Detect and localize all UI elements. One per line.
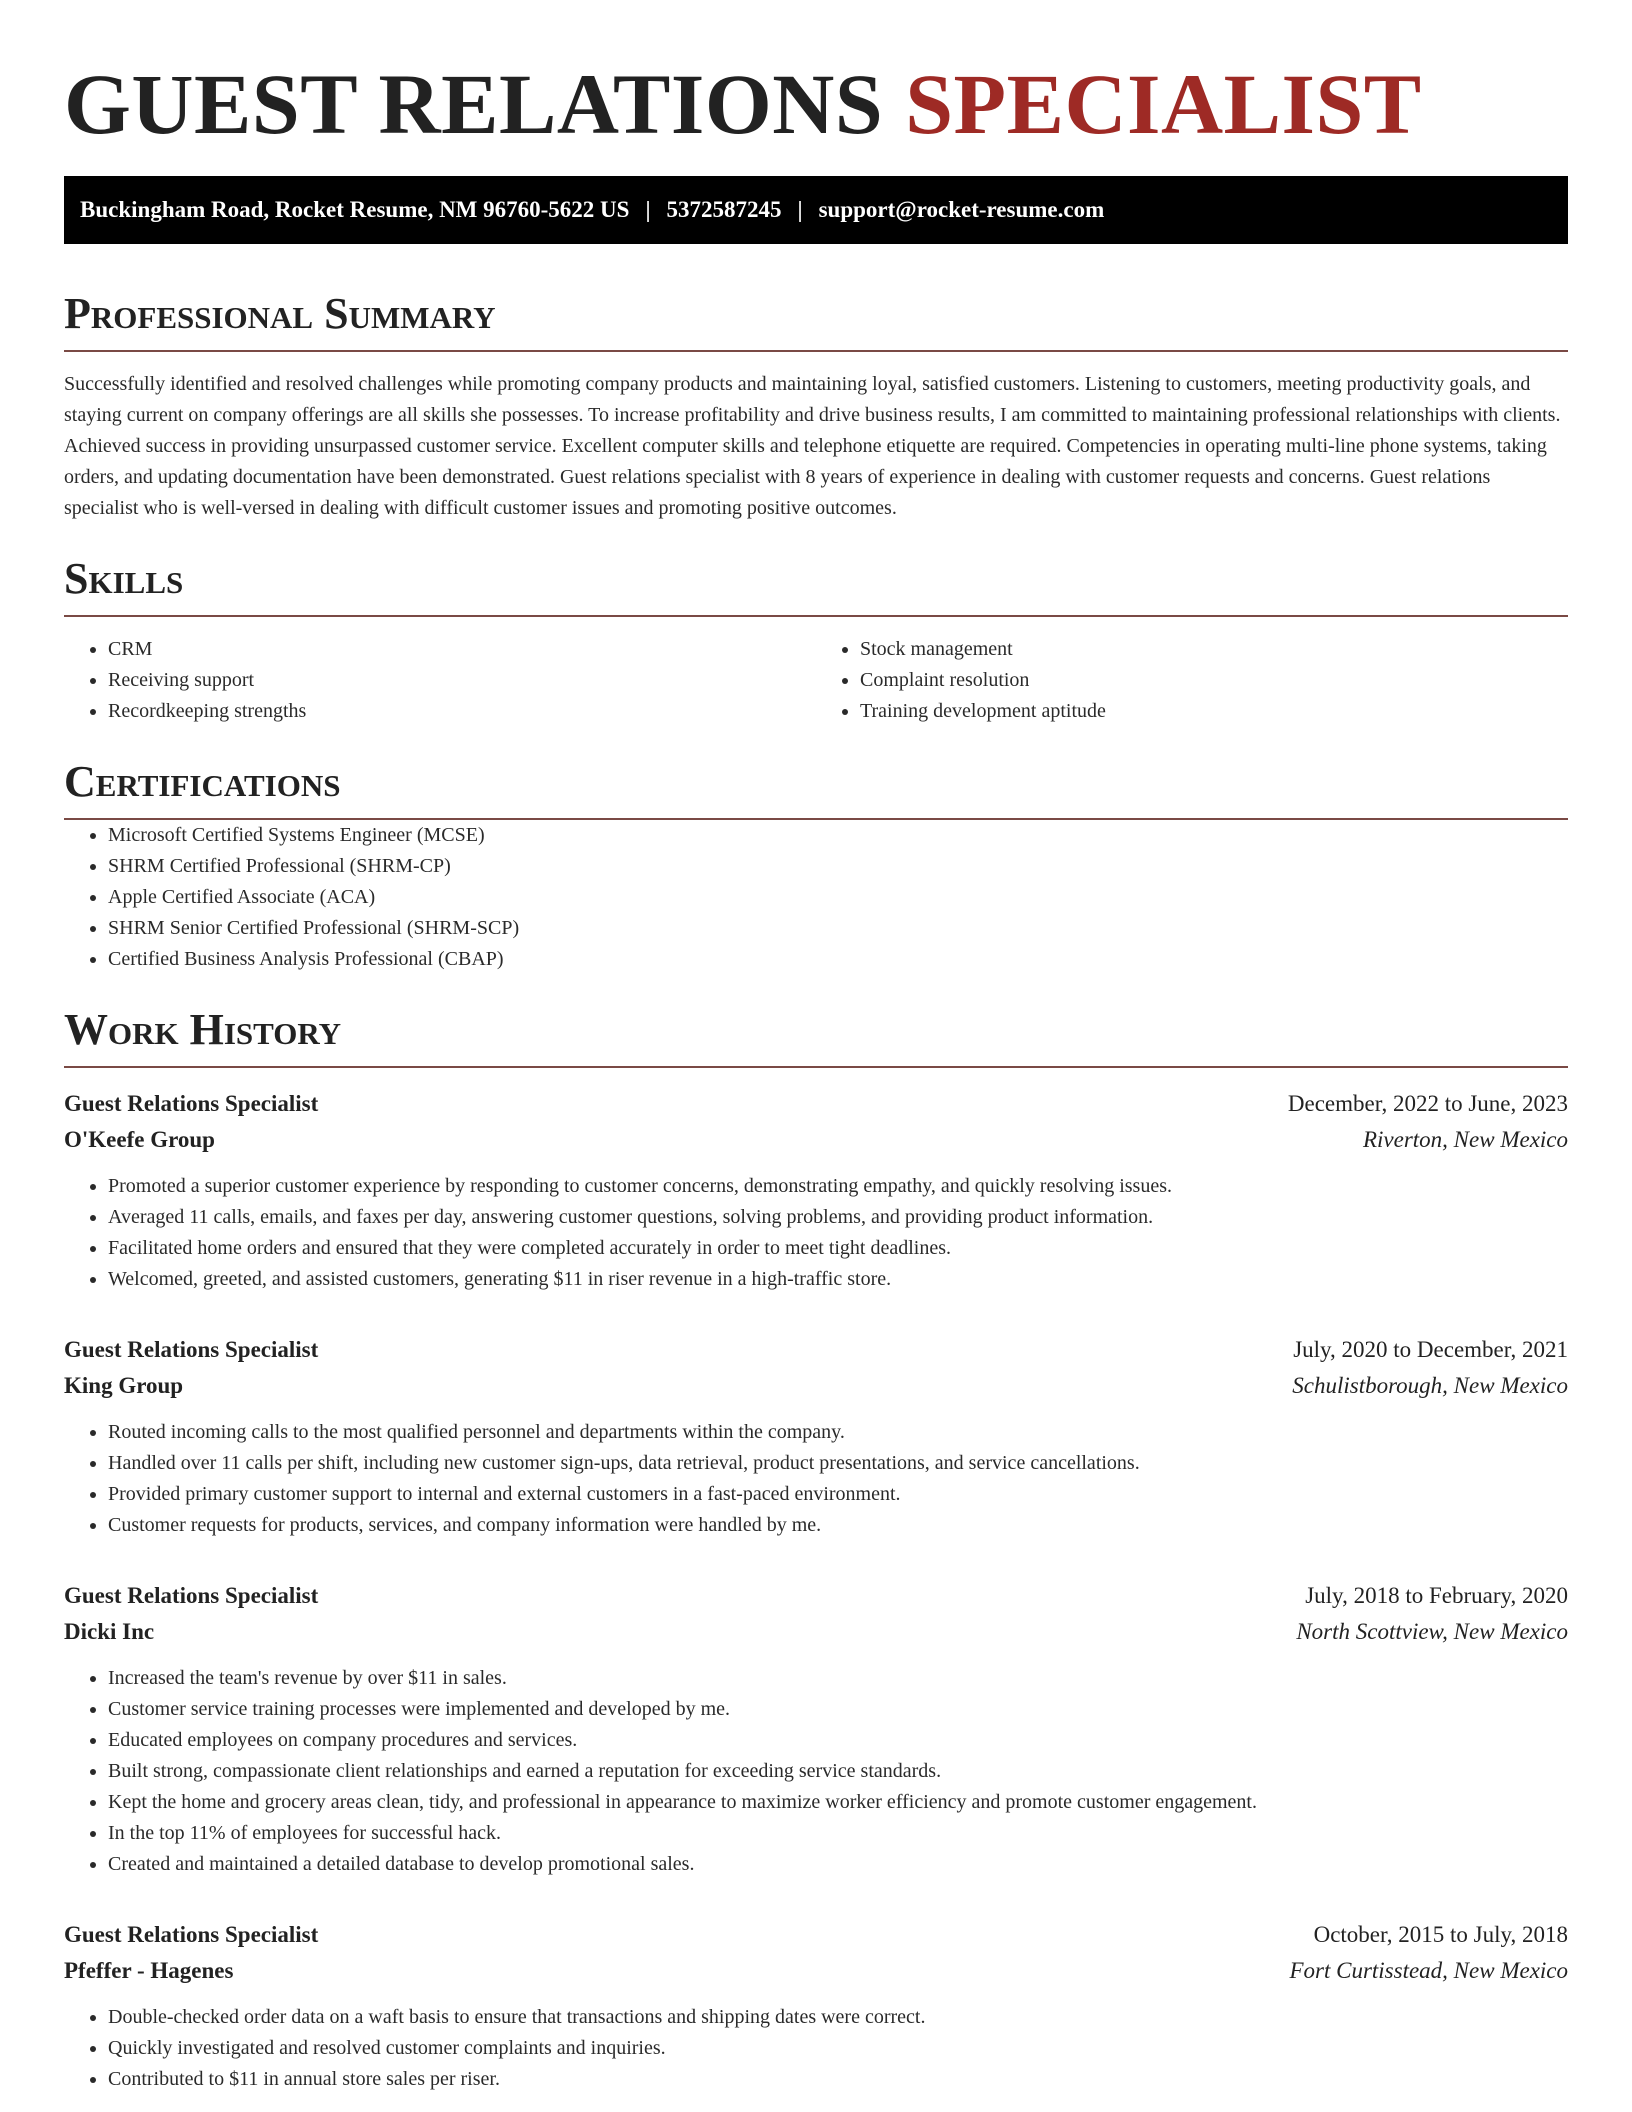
skill-item: • Recordkeeping strengths — [108, 696, 816, 727]
contact-separator: | — [797, 197, 803, 222]
job-entry — [64, 1578, 1568, 1880]
job-bullet: • Routed incoming calls to the most qualified personnel and departments within the company. — [108, 1417, 1568, 1448]
job-bullet: • Contributed to $11 in annual store sales per riser. — [108, 2064, 1568, 2095]
section-divider — [64, 615, 1568, 617]
job-bullet: • Quickly investigated and resolved customer complaints and inquiries. — [108, 2033, 1568, 2064]
certifications-section — [64, 756, 1568, 975]
job-bullets — [64, 2002, 1568, 2095]
job-header-row — [64, 1086, 1568, 1122]
job-company-row — [64, 1368, 1568, 1404]
skills-grid — [64, 634, 1568, 727]
job-bullets — [64, 1417, 1568, 1541]
job-entry — [64, 1332, 1568, 1541]
job-company-row — [64, 1953, 1568, 1989]
job-dates: July, 2020 to December, 2021 — [1293, 1337, 1568, 1362]
skill-item: • Training development aptitude — [860, 696, 1568, 727]
job-title: Guest Relations Specialist — [64, 1091, 319, 1116]
job-location: Riverton, New Mexico — [1362, 1127, 1568, 1152]
skills-section — [64, 553, 1568, 727]
job-bullets — [64, 1663, 1568, 1880]
job-dates: October, 2015 to July, 2018 — [1313, 1922, 1568, 1947]
title-accent: SPECIALIST — [905, 56, 1422, 152]
job-bullets — [64, 1171, 1568, 1295]
job-location: Fort Curtisstead, New Mexico — [1289, 1958, 1568, 1983]
certifications-heading: Certifications — [64, 757, 341, 806]
job-bullet: • Welcomed, greeted, and assisted customers, generating $11 in riser revenue in a high-traffic store. — [108, 1264, 1568, 1295]
summary-text: Successfully identified and resolved challenges while promoting company products and maintaining loyal, satisfied customers. Listening to customers, meeting productivity goals, and staying current on company offerings are all skills she possesses. To increase profitability and drive business results, I am committed to maintaining professional relationships with clients. Achieved success in providing unsurpassed customer service. Excellent computer skills and telephone etiquette are required. Competencies in operating multi-line phone systems, taking orders, and updating documentation have been demonstrated. Guest relations specialist with 8 years of experience in dealing with customer requests and concerns. Guest relations specialist who is well-versed in dealing with difficult customer issues and promoting positive outcomes. — [64, 373, 1561, 519]
resume-title — [64, 0, 1568, 176]
job-bullet: • Customer requests for products, services, and company information were handled by me. — [108, 1510, 1568, 1541]
certifications-list — [64, 820, 1568, 975]
skills-column-left — [64, 634, 816, 727]
job-bullet: • Double-checked order data on a waft basis to ensure that transactions and shipping dates were correct. — [108, 2002, 1568, 2033]
summary-section — [64, 288, 1568, 524]
job-header-row — [64, 1332, 1568, 1368]
certification-item: • Certified Business Analysis Professional (CBAP) — [108, 944, 1568, 975]
work-history-section — [64, 1004, 1568, 2095]
skills-list-right — [816, 634, 1568, 727]
job-company: O'Keefe Group — [64, 1127, 215, 1152]
skills-heading: Skills — [64, 554, 184, 603]
job-location: North Scottview, New Mexico — [1296, 1619, 1568, 1644]
skill-item: • Complaint resolution — [860, 665, 1568, 696]
job-bullet: • Customer service training processes were implemented and developed by me. — [108, 1694, 1568, 1725]
job-bullet: • Handled over 11 calls per shift, including new customer sign-ups, data retrieval, product presentations, and service cancellations. — [108, 1448, 1568, 1479]
title-main: GUEST RELATIONS — [64, 56, 906, 152]
job-bullet: • Averaged 11 calls, emails, and faxes per day, answering customer questions, solving problems, and providing product information. — [108, 1202, 1568, 1233]
job-company-row — [64, 1614, 1568, 1650]
contact-email[interactable]: support@rocket-resume.com — [818, 197, 1105, 222]
contact-bar — [64, 176, 1568, 244]
contact-separator: | — [645, 197, 651, 222]
job-bullet: • Created and maintained a detailed database to develop promotional sales. — [108, 1849, 1568, 1880]
job-bullet: • Increased the team's revenue by over $11 in sales. — [108, 1663, 1568, 1694]
section-divider — [64, 350, 1568, 352]
certification-item: • Apple Certified Associate (ACA) — [108, 882, 1568, 913]
certification-item: • SHRM Senior Certified Professional (SHRM-SCP) — [108, 913, 1568, 944]
skill-item: • Stock management — [860, 634, 1568, 665]
contact-address: Buckingham Road, Rocket Resume, NM 96760-5622 US — [80, 197, 630, 222]
section-divider — [64, 1066, 1568, 1068]
job-bullet: • In the top 11% of employees for successful hack. — [108, 1818, 1568, 1849]
job-bullet: • Built strong, compassionate client relationships and earned a reputation for exceeding service standards. — [108, 1756, 1568, 1787]
job-title: Guest Relations Specialist — [64, 1337, 319, 1362]
job-company: King Group — [64, 1373, 184, 1398]
job-header-row — [64, 1578, 1568, 1614]
job-bullet: • Educated employees on company procedures and services. — [108, 1725, 1568, 1756]
job-company: Dicki Inc — [64, 1619, 155, 1644]
job-bullet: • Kept the home and grocery areas clean, tidy, and professional in appearance to maximize worker efficiency and promote customer engagement. — [108, 1787, 1568, 1818]
job-location: Schulistborough, New Mexico — [1292, 1373, 1568, 1398]
work-history-heading: Work History — [64, 1005, 342, 1054]
job-company-row — [64, 1122, 1568, 1158]
job-header-row — [64, 1917, 1568, 1953]
job-title: Guest Relations Specialist — [64, 1922, 319, 1947]
certification-item: • SHRM Certified Professional (SHRM-CP) — [108, 851, 1568, 882]
summary-heading: Professional Summary — [64, 289, 496, 338]
skills-list-left — [64, 634, 816, 727]
job-bullet: • Facilitated home orders and ensured that they were completed accurately in order to meet tight deadlines. — [108, 1233, 1568, 1264]
skill-item: • CRM — [108, 634, 816, 665]
job-entry — [64, 1086, 1568, 1295]
job-dates: July, 2018 to February, 2020 — [1305, 1583, 1568, 1608]
skills-column-right — [816, 634, 1568, 727]
skill-item: • Receiving support — [108, 665, 816, 696]
job-title: Guest Relations Specialist — [64, 1583, 319, 1608]
job-bullet: • Promoted a superior customer experience by responding to customer concerns, demonstrating empathy, and quickly resolving issues. — [108, 1171, 1568, 1202]
job-dates: December, 2022 to June, 2023 — [1287, 1091, 1568, 1116]
job-company: Pfeffer - Hagenes — [64, 1958, 234, 1983]
job-bullet: • Provided primary customer support to internal and external customers in a fast-paced environment. — [108, 1479, 1568, 1510]
contact-phone[interactable]: 5372587245 — [666, 197, 782, 222]
job-entry — [64, 1917, 1568, 2095]
certification-item: • Microsoft Certified Systems Engineer (MCSE) — [108, 820, 1568, 851]
